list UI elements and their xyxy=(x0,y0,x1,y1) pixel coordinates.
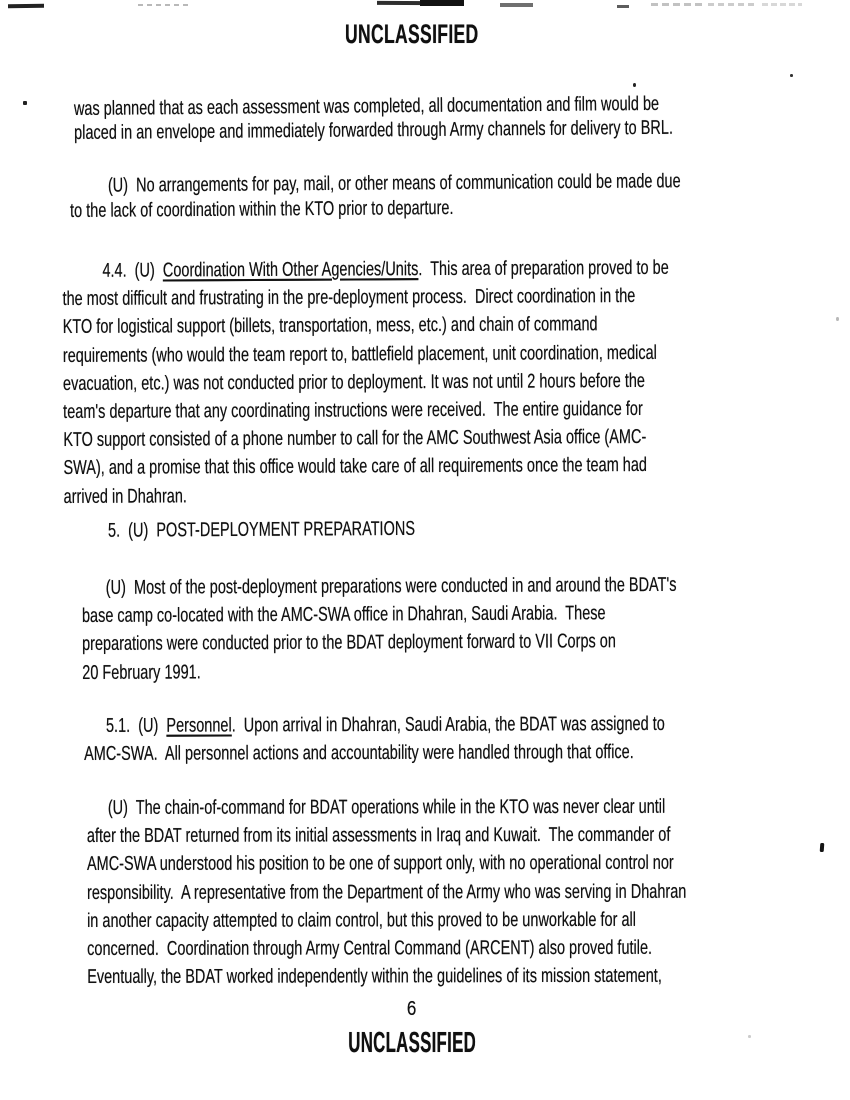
scan-artifact xyxy=(500,3,533,7)
text-line: KTO for logistical support (billets, transportation, mess, etc.) and chain of command xyxy=(62,313,598,339)
ink-speck xyxy=(633,83,636,87)
text-line: AMC-SWA. All personnel actions and accountability were handled through that office. xyxy=(84,741,634,766)
text-line: (U) No arrangements for pay, mail, or other means of communication could be made due xyxy=(107,169,681,197)
classification-footer xyxy=(0,1029,824,1058)
section-5-heading-block xyxy=(63,512,850,545)
paragraph-post-deployment xyxy=(82,570,850,687)
text-line: KTO support consisted of a phone number to call for the AMC Southwest Asia office (AMC- xyxy=(63,426,647,452)
paragraph-chain-of-command xyxy=(87,792,850,991)
text-line: requirements (who would the team report to, battlefield placement, unit coordination, medical xyxy=(62,341,657,367)
ink-speck xyxy=(790,74,793,77)
page-number: 6 xyxy=(407,998,417,1020)
text-line: preparations were conducted prior to the BDAT deployment forward to VII Corps on xyxy=(82,630,616,656)
text-run: . Upon arrival in Dhahran, Saudi Arabia, the BDAT was assigned to xyxy=(231,712,665,737)
text-line: evacuation, etc.) was not conducted prior to deployment. It was not until 2 hours before the xyxy=(62,369,645,395)
text-line: concerned. Coordination through Army Central Command (ARCENT) also proved futile. xyxy=(87,936,653,960)
text-line: AMC-SWA understood his position to be one of support only, with no operational control nor xyxy=(86,851,674,876)
scan-artifact xyxy=(420,0,464,6)
scan-artifact xyxy=(708,3,758,6)
text-line: the most difficult and frustrating in the pre-deployment process. Direct coordination in the xyxy=(62,285,636,311)
text-line: (U) The chain-of-command for BDAT operations while in the KTO was never clear until xyxy=(107,795,666,819)
text-line: was planned that as each assessment was completed, all documentation and film would be xyxy=(73,92,660,121)
text-line xyxy=(105,710,665,740)
text-line: after the BDAT returned from its initial assessments in Iraq and Kuwait. The commander of xyxy=(86,823,671,847)
scan-artifact xyxy=(651,3,703,6)
section-5-1 xyxy=(84,709,850,768)
document-body xyxy=(0,92,850,991)
section-4-4-title: Coordination With Other Agencies/Units xyxy=(162,258,419,282)
paragraph-continuation xyxy=(74,90,850,145)
text-line: team's departure that any coordinating instructions were received. The entire guidance for xyxy=(63,397,643,424)
classification-footer-text: UNCLASSIFIED xyxy=(348,1027,476,1059)
scan-artifact xyxy=(617,5,629,8)
text-line xyxy=(102,254,669,285)
scan-artifact xyxy=(138,4,190,6)
text-line: arrived in Dhahran. xyxy=(63,484,187,508)
text-line: placed in an envelope and immediately forwarded through Army channels for delivery to BRL. xyxy=(74,116,674,144)
classification-header xyxy=(0,21,824,48)
scan-artifact xyxy=(8,4,44,8)
text-line: Eventually, the BDAT worked independently within the guidelines of its mission statement, xyxy=(87,964,662,988)
scan-artifact xyxy=(762,3,802,6)
text-line: SWA), and a promise that this office would take care of all requirements once the team had xyxy=(63,454,648,480)
text-run: . This area of preparation proved to be xyxy=(418,256,669,281)
text-line: responsibility. A representative from the Department of the Army who was serving in Dhahran xyxy=(86,880,687,904)
section-5-1-title: Personnel xyxy=(166,714,232,737)
section-5-heading: 5. (U) POST-DEPLOYMENT PREPARATIONS xyxy=(107,517,416,542)
page-number-row xyxy=(0,999,824,1020)
text-line: to the lack of coordination within the KTO prior to departure. xyxy=(70,196,454,222)
text-line: in another capacity attempted to claim control, but this proved to be unworkable for all xyxy=(87,908,636,932)
section-4-4-number: 4.4. (U) xyxy=(102,259,163,282)
section-4-4 xyxy=(62,253,850,511)
text-line: (U) Most of the post-deployment preparations were conducted in and around the BDAT's xyxy=(105,573,677,599)
section-5-1-number: 5.1. (U) xyxy=(105,714,167,737)
text-line: 20 February 1991. xyxy=(82,661,201,684)
classification-header-text: UNCLASSIFIED xyxy=(345,19,479,49)
text-line: base camp co-located with the AMC-SWA office in Dhahran, Saudi Arabia. These xyxy=(81,602,606,628)
paragraph-pay-mail xyxy=(70,167,850,223)
